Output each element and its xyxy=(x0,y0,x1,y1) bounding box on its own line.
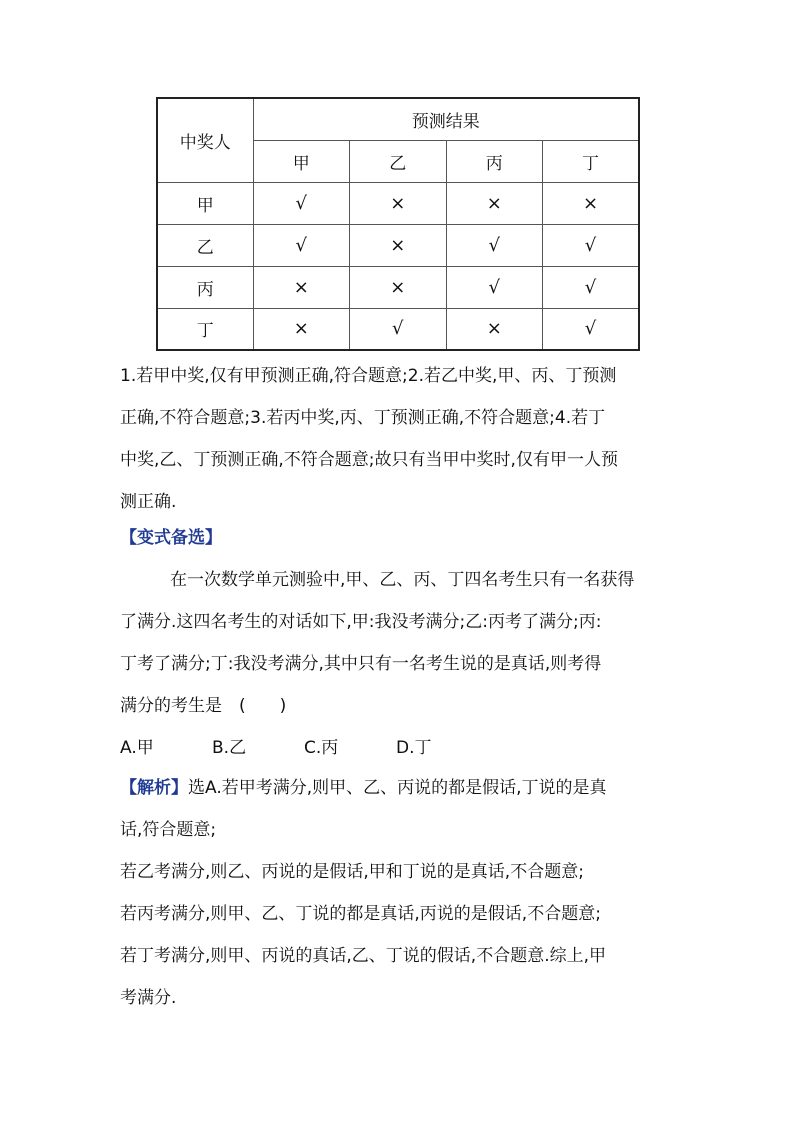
solution-line: 考满分. xyxy=(120,988,177,1008)
header-predictor: 甲 xyxy=(253,140,350,182)
option-d: D.丁 xyxy=(396,738,432,758)
table-row xyxy=(157,266,639,308)
variant-section xyxy=(120,517,680,559)
cell-mark: √ xyxy=(446,266,543,308)
cell-mark: √ xyxy=(253,182,350,224)
answer-options xyxy=(120,727,680,769)
cell-mark: √ xyxy=(543,308,640,350)
header-winner: 中奖人 xyxy=(157,98,253,182)
cell-mark: × xyxy=(350,266,447,308)
row-winner: 丙 xyxy=(157,266,253,308)
table-row xyxy=(157,182,639,224)
option-a: A.甲 xyxy=(120,738,154,758)
solution-line: 若乙考满分,则乙、丙说的是假话,甲和丁说的是真话,不合题意; xyxy=(120,862,584,882)
cell-mark: × xyxy=(446,308,543,350)
cell-mark: × xyxy=(253,266,350,308)
variant-label: 【变式备选】 xyxy=(120,528,222,548)
row-winner: 丁 xyxy=(157,308,253,350)
question-line: 了满分.这四名考生的对话如下,甲:我没考满分;乙:丙考了满分;丙: xyxy=(120,612,602,632)
solution-line: 若丙考满分,则甲、乙、丁说的都是真话,丙说的是假话,不合题意; xyxy=(120,904,601,924)
cell-mark: × xyxy=(446,182,543,224)
question-line: 丁考了满分;丁:我没考满分,其中只有一名考生说的是真话,则考得 xyxy=(120,654,602,674)
variant-question xyxy=(120,559,680,769)
cell-mark: √ xyxy=(253,224,350,266)
row-winner: 甲 xyxy=(157,182,253,224)
question-line: 在一次数学单元测验中,甲、乙、丙、丁四名考生只有一名获得 xyxy=(170,570,635,590)
question-line: 满分的考生是 ( ) xyxy=(120,696,287,716)
row-winner: 乙 xyxy=(157,224,253,266)
analysis-line: 测正确. xyxy=(120,492,177,512)
cell-mark: √ xyxy=(350,308,447,350)
option-b: B.乙 xyxy=(212,738,247,758)
solution-text: 选A.若甲考满分,则甲、乙、丙说的都是假话,丁说的是真 xyxy=(188,778,607,798)
solution-line: 若丁考满分,则甲、丙说的真话,乙、丁说的假话,不合题意.综上,甲 xyxy=(120,946,607,966)
analysis-paragraph xyxy=(120,355,680,523)
header-prediction-results: 预测结果 xyxy=(253,98,639,140)
cell-mark: × xyxy=(253,308,350,350)
table-row xyxy=(157,224,639,266)
cell-mark: √ xyxy=(543,266,640,308)
analysis-line: 1.若甲中奖,仅有甲预测正确,符合题意;2.若乙中奖,甲、丙、丁预测 xyxy=(120,366,617,386)
solution-section xyxy=(120,767,680,1019)
analysis-line: 中奖,乙、丁预测正确,不符合题意;故只有当甲中奖时,仅有甲一人预 xyxy=(120,450,618,470)
header-predictor: 乙 xyxy=(350,140,447,182)
option-c: C.丙 xyxy=(304,738,339,758)
prediction-table xyxy=(156,97,640,351)
solution-line: 话,符合题意; xyxy=(120,820,217,840)
header-predictor: 丁 xyxy=(543,140,640,182)
cell-mark: √ xyxy=(446,224,543,266)
cell-mark: × xyxy=(543,182,640,224)
cell-mark: √ xyxy=(543,224,640,266)
table-row xyxy=(157,308,639,350)
analysis-line: 正确,不符合题意;3.若丙中奖,丙、丁预测正确,不符合题意;4.若丁 xyxy=(120,408,606,428)
cell-mark: × xyxy=(350,182,447,224)
cell-mark: × xyxy=(350,224,447,266)
header-predictor: 丙 xyxy=(446,140,543,182)
solution-first-line xyxy=(120,767,680,809)
solution-label: 【解析】 xyxy=(120,778,188,798)
